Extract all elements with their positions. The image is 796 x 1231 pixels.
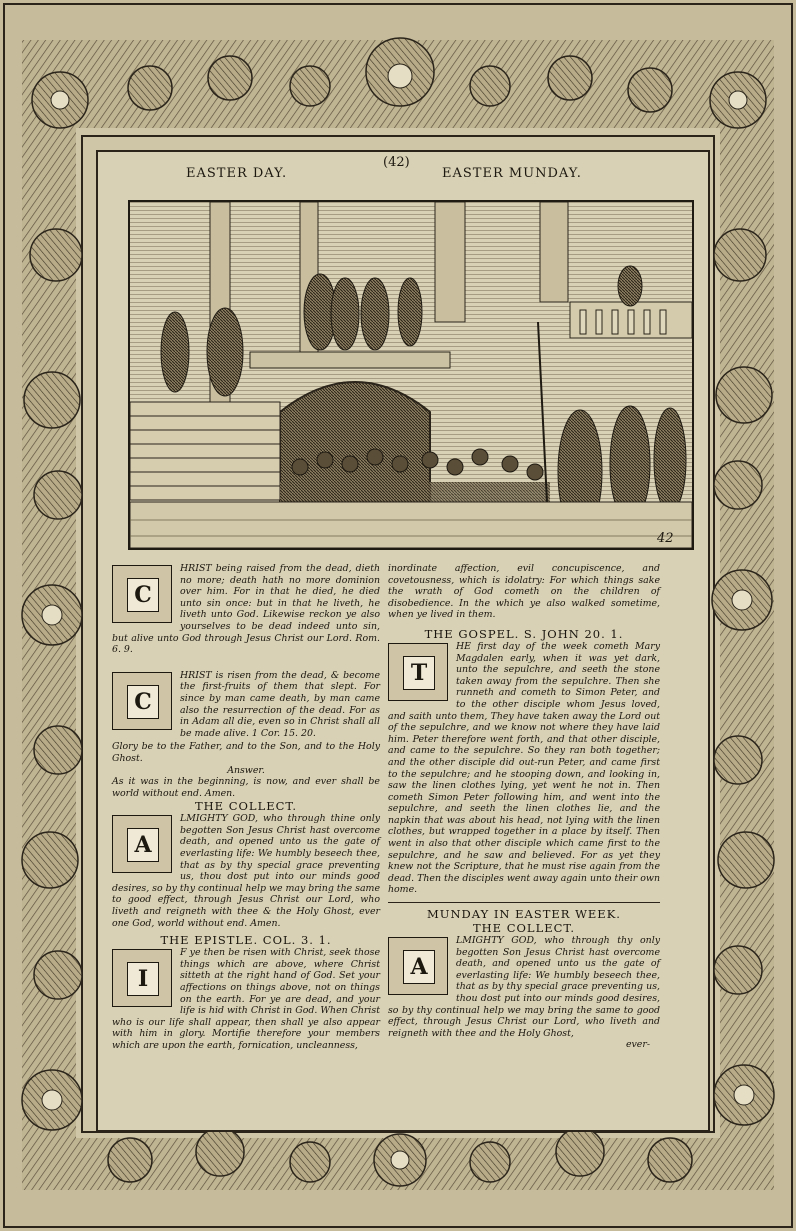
drop-cap-initial: C [127,578,159,612]
plate-number: 42 [657,531,674,546]
drop-cap-frame [112,949,172,1007]
answer-label: Answer. [227,764,265,776]
drop-cap-initial: A [403,950,435,984]
epistle [112,947,380,1051]
drop-cap-initial: A [127,828,159,862]
gospel-text: HE first day of the week cometh Mary Magdalen early, when it was yet dark, unto the sepulchre, and seeth the stone taken away from the sepulchre. Then she runneth and cometh to Simon Peter, and to the other disciple whom Jesus loved, and saith unto them, They have taken away the Lord out of the sepulchre, and we know not where they have laid him. Peter therefore went forth, and that other disciple, and came to the sepulchre. So they ran both together; and the other disciple did out-run Peter, and came first to the sepulchre; and he stooping down, and looking in, saw the linen clothes lying, yet went he not in. Then cometh Simon Peter following him, and went into the sepulchre, and seeth the linen clothes lie, and the napkin that was about his head, not lying with the linen clothes, but wrapped together in a place by itself. Then went in also that other disciple which came first to the sepulchre, and he saw and believed. For as yet they knew not the Scripture, that he must rise again from the dead. Then the disciples went away again unto their own home. [388,640,660,896]
header-right: EASTER MUNDAY. [442,166,582,181]
drop-cap-frame [112,565,172,623]
sentence-2 [112,670,380,740]
collect-title: THE COLLECT. [194,799,298,814]
catchword: ever- [625,1039,650,1051]
drop-cap-initial: T [403,656,435,690]
sentence-1 [112,563,380,656]
right-column [388,563,660,1051]
answer-text: As it was in the beginning, is now, and ever shall be world without end. Amen. [112,776,380,799]
collect-text: LMIGHTY GOD, who through thine only begotten Son Jesus Christ hast overcome death, and opened unto us the gate of everlasting life: We humbly beseech thee, that as by thy special grace preventing us, thou dost put into our minds good desires, so by thy continual help we may bring the same to good effect, through Jesus Christ our Lord, who liveth and reigneth with thee & the Holy Ghost, ever one God, world without end. Amen. [112,813,380,929]
drop-cap-frame [388,937,448,995]
engraving-scene [130,202,692,548]
monday-title: MUNDAY IN EASTER WEEK. [427,907,621,922]
gospel-title: THE GOSPEL. S. JOHN 20. 1. [424,626,624,641]
sentence-1-text: HRIST being raised from the dead, dieth no more; death hath no more dominion over him. For in that he died, he died unto sin once: but in that he liveth, he liveth unto God. Likewise reckon ye also yourselves to be dead indeed unto sin, but alive unto God through Jesus Christ our Lord. Rom. 6. 9. [112,563,380,656]
epistle-title: THE EPISTLE. COL. 3. 1. [160,933,332,948]
epistle-text: F ye then be risen with Christ, seek those things which are above, where Christ sitteth at the right hand of God. Set your affections on things above, not on things on the earth. For ye are dead, and your life is hid with Christ in God. When Christ who is our life shall appear, then shall ye also appear with him in glory. Mortifie therefore your members which are upon the earth, fornication, uncleanness, [112,947,380,1051]
monday-collect-title: THE COLLECT. [472,921,576,936]
drop-cap-initial: C [127,685,159,719]
drop-cap-frame [112,815,172,873]
collect [112,813,380,929]
gloria-text: Glory be to the Father, and to the Son, and to the Holy Ghost. [112,741,380,764]
drop-cap-initial: I [127,962,159,996]
drop-cap-frame [388,643,448,701]
engraving-illustration [128,200,694,550]
gospel [388,641,660,896]
sentence-2-text: HRIST is risen from the dead, & become the first-fruits of them that slept. For since by man came death, by man came also the resurrection of the dead. For as in Adam all die, even so in Christ shall all be made alive. 1 Cor. 15. 20. [180,669,380,739]
section-divider [388,902,660,903]
drop-cap-frame [112,672,172,730]
header-left: EASTER DAY. [186,166,288,181]
page-number: (42) [383,155,410,170]
epistle-continuation: inordinate affection, evil concupiscence, and covetousness, which is idolatry: For which things sake the wrath of God cometh on the children of disobedience. In the which ye also walked sometime, when ye lived in them. [388,563,660,621]
monday-collect-text: LMIGHTY GOD, who through thy only begotten Son Jesus Christ hast overcome death, and opened unto us the gate of everlasting life: We humbly beseech thee, that as by thy special grace preventing us, thou dost put into our minds good desires, so by thy continual help we may bring the same to good effect, through Jesus Christ our Lord, who liveth and reigneth with thee and the Holy Ghost, [388,935,660,1039]
left-column [112,563,380,1052]
monday-collect [388,935,660,1039]
